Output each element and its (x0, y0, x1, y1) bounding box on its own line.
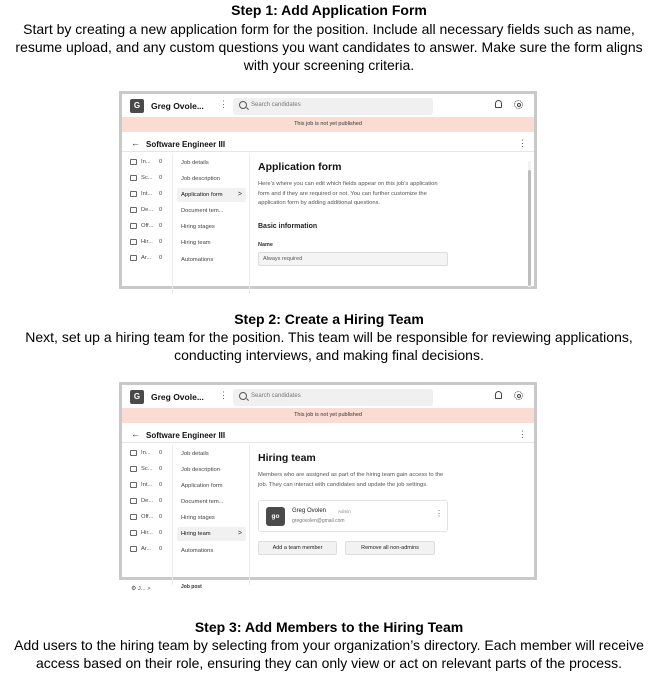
main-content (258, 452, 520, 555)
sidebar-item-offer[interactable] (130, 222, 174, 232)
org-menu-icon[interactable]: ⋮ (219, 390, 228, 400)
nav-job-description[interactable]: Job description (181, 467, 220, 473)
step-2-body: Next, set up a hiring team for the position. This team will be responsible for reviewing applications, conducting interviews, and making final decisions. (25, 329, 633, 363)
job-menu-icon[interactable]: ⋮ (518, 138, 527, 148)
sidebar-count: 0 (159, 239, 163, 245)
sidebar-item-inbox[interactable] (130, 158, 174, 168)
nav-hiring-team[interactable]: Hiring team (181, 240, 211, 246)
sidebar-label: Hir... (141, 239, 153, 245)
org-logo[interactable]: G (130, 99, 144, 113)
nav-section-job-post: Job post (181, 584, 202, 590)
org-name[interactable]: Greg Ovole... (151, 101, 204, 111)
search-input[interactable] (233, 98, 433, 115)
sidebar-label: Int... (141, 482, 153, 488)
job-menu-icon[interactable]: ⋮ (518, 429, 527, 439)
gear-icon[interactable] (514, 100, 523, 109)
field-label-name: Name (258, 241, 273, 248)
inbox-icon (130, 450, 137, 456)
back-arrow-icon[interactable]: ← (131, 138, 140, 148)
sidebar-count: 0 (159, 530, 163, 536)
sidebar-count: 0 (159, 191, 163, 197)
nav-automations[interactable]: Automations (181, 548, 214, 554)
step-3-body: Add users to the hiring team by selecting from your organization’s directory. Each member will receive access based on their role, ensuring they can only view or act on relevant parts of the process. (14, 637, 644, 671)
team-member-card (258, 500, 448, 532)
sidebar-label: De... (141, 207, 154, 213)
sidebar-item-interview[interactable] (130, 481, 174, 491)
divider (172, 154, 173, 294)
sidebar-label: Int... (141, 191, 153, 197)
org-logo[interactable]: G (130, 390, 144, 404)
archive-icon (130, 546, 137, 552)
sidebar-item-screening[interactable] (130, 174, 174, 184)
nav-application-form[interactable]: Application form (181, 483, 223, 489)
checkbox-icon (130, 530, 137, 536)
sidebar-count: 0 (159, 175, 163, 181)
sidebar-label: Sc... (141, 175, 153, 181)
unpublished-banner: This job is not yet published (122, 408, 534, 423)
sidebar-footer-item[interactable] (131, 586, 151, 592)
member-menu-icon[interactable]: ⋮ (435, 509, 443, 518)
sidebar-count: 0 (159, 255, 163, 261)
folder-icon (130, 498, 137, 504)
step-1-body: Start by creating a new application form for the position. Include all necessary fields such as name, resume upload, and any custom questions you want candidates to answer. Make sure the form aligns with your screening criteria. (15, 21, 643, 73)
sidebar-item-interview[interactable] (130, 190, 174, 200)
sidebar-label: In... (141, 159, 151, 165)
sidebar-label: In... (141, 450, 151, 456)
main-content (258, 161, 520, 266)
divider (172, 445, 173, 585)
sidebar-count: 0 (159, 482, 163, 488)
sidebar-count: 0 (159, 450, 163, 456)
chevron-right-icon: > (237, 530, 242, 537)
back-arrow-icon[interactable]: ← (131, 429, 140, 439)
sidebar-item-decision[interactable] (130, 497, 174, 507)
sidebar-count: 0 (159, 466, 163, 472)
member-name: Greg Ovolen (292, 508, 327, 514)
job-title: Software Engineer III (146, 431, 226, 440)
sidebar-label: Sc... (141, 466, 153, 472)
job-header (122, 427, 534, 443)
sidebar-item-hired[interactable] (130, 529, 174, 539)
divider (249, 154, 250, 294)
member-email: gregovolen@gmail.com (292, 518, 345, 524)
team-actions (258, 541, 520, 555)
unpublished-banner: This job is not yet published (122, 117, 534, 132)
nav-hiring-stages[interactable]: Hiring stages (181, 515, 215, 521)
sidebar-count: 0 (159, 546, 163, 552)
screenshot-hiring-team (119, 382, 537, 592)
folder-icon (130, 466, 137, 472)
scrollbar-thumb[interactable] (528, 170, 531, 286)
org-menu-icon[interactable]: ⋮ (219, 99, 228, 109)
sidebar-label: Ar... (141, 255, 152, 261)
page-title: Hiring team (258, 452, 316, 464)
archive-icon (130, 255, 137, 261)
inbox-icon (130, 159, 137, 165)
org-name[interactable]: Greg Ovole... (151, 392, 204, 402)
job-header (122, 136, 534, 152)
sidebar-item-inbox[interactable] (130, 449, 174, 459)
nav-automations[interactable]: Automations (181, 257, 214, 263)
step-2-title: Step 2: Create a Hiring Team (234, 311, 424, 327)
sidebar-count: 0 (159, 223, 163, 229)
step-1-title: Step 1: Add Application Form (231, 2, 427, 18)
member-role-badge: Admin (338, 509, 351, 514)
sidebar-label: Ar... (141, 546, 152, 552)
step-3-title: Step 3: Add Members to the Hiring Team (194, 619, 464, 635)
nav-hiring-team[interactable] (177, 527, 246, 541)
remove-non-admins-button[interactable]: Remove all non-admins (345, 541, 435, 555)
gear-icon[interactable] (514, 391, 523, 400)
sidebar-label: Off... (141, 223, 154, 229)
nav-job-details[interactable]: Job details (181, 451, 209, 457)
nav-label: Hiring team (181, 531, 211, 537)
bell-icon[interactable] (495, 391, 502, 399)
sidebar-label: Off... (141, 514, 154, 520)
nav-document-templates[interactable]: Document tem... (181, 208, 224, 214)
avatar: go (266, 507, 285, 526)
search-placeholder: Search candidates (251, 393, 301, 399)
name-field-setting[interactable]: Always required (258, 252, 448, 266)
gear-icon: ⚙ (131, 586, 137, 592)
sidebar-item-decision[interactable] (130, 206, 174, 216)
sidebar-count: 0 (159, 207, 163, 213)
search-input[interactable] (233, 389, 433, 406)
folder-icon (130, 514, 137, 520)
section-title: Basic information (258, 222, 318, 230)
nav-document-templates[interactable]: Document tem... (181, 499, 224, 505)
sidebar-item-archived[interactable] (130, 254, 174, 264)
job-title: Software Engineer III (146, 140, 226, 149)
folder-icon (130, 191, 137, 197)
folder-icon (130, 223, 137, 229)
screenshot-application-form (119, 91, 537, 289)
bell-icon[interactable] (495, 100, 502, 108)
sidebar-item-archived[interactable] (130, 545, 174, 555)
folder-icon (130, 482, 137, 488)
chevron-right-icon: > (147, 586, 151, 592)
search-icon (239, 392, 247, 400)
nav-label: Application form (181, 192, 223, 198)
sidebar-item-hired[interactable] (130, 238, 174, 248)
sidebar-item-screening[interactable] (130, 465, 174, 475)
nav-hiring-stages[interactable]: Hiring stages (181, 224, 215, 230)
chevron-right-icon: > (237, 191, 242, 198)
nav-job-description[interactable]: Job description (181, 176, 220, 182)
sidebar-count: 0 (159, 514, 163, 520)
add-team-member-button[interactable]: Add a team member (258, 541, 337, 555)
page-description: Members who are assigned as part of the hiring team gain access to the job. They can interact with candidates and update the job settings. (258, 472, 444, 488)
nav-job-details[interactable]: Job details (181, 160, 209, 166)
search-placeholder: Search candidates (251, 102, 301, 108)
sidebar-label: Hir... (141, 530, 153, 536)
checkbox-icon (130, 239, 137, 245)
divider (249, 445, 250, 585)
folder-icon (130, 175, 137, 181)
search-icon (239, 101, 247, 109)
folder-icon (130, 207, 137, 213)
nav-application-form[interactable] (177, 188, 246, 202)
sidebar-count: 0 (159, 498, 163, 504)
page-title: Application form (258, 161, 342, 173)
sidebar-item-offer[interactable] (130, 513, 174, 523)
sidebar-count: 0 (159, 159, 163, 165)
sidebar-label: De... (141, 498, 154, 504)
sidebar-footer-label: J... (137, 586, 146, 592)
page-description: Here’s where you can edit which fields appear on this job’s application form and if they are required or not. You can further customize the application form by adding additional questions. (258, 181, 438, 206)
